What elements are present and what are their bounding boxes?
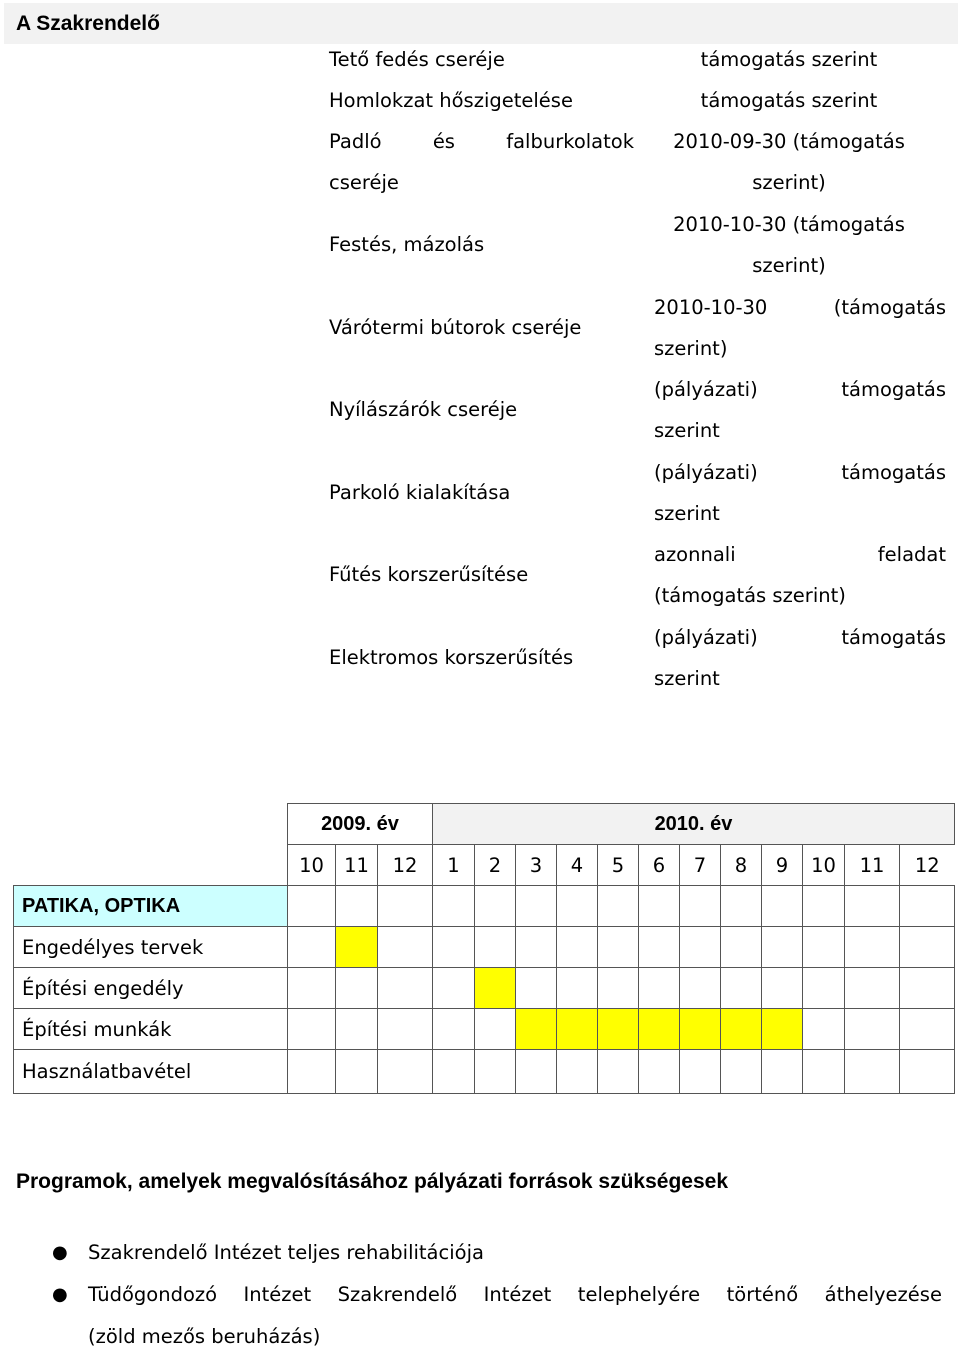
deadline-line: 2010-09-30 (támogatás: [673, 130, 905, 153]
deadline-line: 2010-10-30 (támogatás: [673, 213, 905, 236]
month-row: [14, 845, 955, 886]
gantt-cell: [378, 968, 433, 1009]
task-label: [329, 287, 634, 369]
gantt-cell: [762, 968, 803, 1009]
programs-title: Programok, amelyek megvalósításához pályázati források szükségesek: [16, 1170, 729, 1193]
deadline-line: [654, 369, 946, 410]
program-item: [40, 1232, 942, 1274]
program-word: telephelyére: [577, 1283, 701, 1306]
gantt-cell: [721, 1050, 762, 1094]
gantt-cell-filled: [475, 968, 516, 1009]
deadline-word: támogatás: [841, 626, 946, 649]
program-word: történő: [726, 1283, 799, 1306]
gantt-cell: [336, 968, 378, 1009]
gantt-cell: [803, 927, 845, 968]
gantt-cell: [900, 886, 955, 927]
deadline-word: (támogatás: [833, 296, 946, 319]
gantt-cell: [378, 886, 433, 927]
schedule-row: [329, 617, 949, 699]
gantt-cell: [900, 927, 955, 968]
month-header: 5: [598, 845, 639, 886]
gantt-cell: [680, 968, 721, 1009]
page-title: A Szakrendelő: [16, 12, 160, 35]
task-word: és: [432, 130, 455, 153]
deadline-label: [654, 534, 946, 616]
schedule-row: [329, 121, 949, 203]
task-label: [329, 617, 634, 699]
gantt-cell: [845, 968, 900, 1009]
gantt-cell-filled: [721, 1009, 762, 1050]
gantt-row-label: Engedélyes tervek: [14, 927, 288, 968]
program-word: Tüdőgondozó: [88, 1283, 218, 1306]
deadline-label: [654, 369, 946, 451]
schedule-row: [329, 204, 949, 286]
gantt-cell: [900, 1050, 955, 1094]
deadline-label: [654, 39, 946, 80]
task-word: Padló: [329, 130, 382, 153]
gantt-cell: [288, 968, 336, 1009]
deadline-line: támogatás szerint: [700, 89, 878, 112]
gantt-cell: [557, 886, 598, 927]
month-header: 12: [900, 845, 955, 886]
gantt-cell: [762, 886, 803, 927]
deadline-label: [654, 452, 946, 534]
deadline-line: [654, 534, 946, 575]
program-word: Szakrendelő: [337, 1283, 458, 1306]
deadline-word: azonnali: [654, 543, 736, 566]
gantt-cell: [378, 927, 433, 968]
gantt-row: [14, 1050, 955, 1094]
gantt-heading: PATIKA, OPTIKA: [14, 886, 288, 927]
gantt-cell: [680, 1050, 721, 1094]
gantt-cell: [900, 968, 955, 1009]
bullet-icon: ●: [52, 1284, 68, 1305]
gantt-cell: [762, 927, 803, 968]
month-header: 10: [288, 845, 336, 886]
gantt-cell: [433, 968, 475, 1009]
gantt-cell: [475, 886, 516, 927]
task-label: [329, 80, 634, 121]
gantt-cell: [721, 886, 762, 927]
gantt-row-label: Építési engedély: [14, 968, 288, 1009]
gantt-cell: [433, 886, 475, 927]
schedule-row: [329, 534, 949, 616]
deadline-line: szerint): [752, 254, 826, 277]
month-header: 4: [557, 845, 598, 886]
gantt-cell: [900, 1009, 955, 1050]
month-header: 1: [433, 845, 475, 886]
deadline-word: támogatás: [841, 378, 946, 401]
gantt-cell: [288, 1050, 336, 1094]
schedule-row: [329, 39, 949, 80]
deadline-label: [654, 617, 946, 699]
gantt-row: [14, 1009, 955, 1050]
schedule-row: [329, 80, 949, 121]
gantt-cell: [516, 1050, 557, 1094]
deadline-line: szerint: [654, 502, 720, 525]
program-line: [88, 1274, 942, 1316]
corner-cell: [14, 804, 288, 845]
gantt-cell: [803, 1009, 845, 1050]
gantt-cell-filled: [762, 1009, 803, 1050]
task-word: falburkolatok: [506, 130, 634, 153]
task-line: Elektromos korszerűsítés: [329, 646, 574, 669]
gantt-cell: [378, 1050, 433, 1094]
gantt-cell-filled: [598, 1009, 639, 1050]
gantt-cell: [433, 1050, 475, 1094]
gantt-cell: [721, 927, 762, 968]
gantt-cell: [639, 968, 680, 1009]
task-label: [329, 39, 634, 80]
task-line: Várótermi bútorok cseréje: [329, 316, 582, 339]
task-line: Fűtés korszerűsítése: [329, 563, 529, 586]
gantt-row-label: Használatbavétel: [14, 1050, 288, 1094]
gantt-cell: [845, 1009, 900, 1050]
gantt-row: [14, 968, 955, 1009]
deadline-line: [654, 617, 946, 658]
month-header: 12: [378, 845, 433, 886]
task-line: Nyílászárók cseréje: [329, 398, 518, 421]
bullet-icon: ●: [52, 1242, 68, 1263]
gantt-cell: [475, 927, 516, 968]
gantt-cell: [598, 1050, 639, 1094]
month-header: 3: [516, 845, 557, 886]
month-header: 11: [336, 845, 378, 886]
gantt-cell: [639, 1050, 680, 1094]
gantt-cell: [288, 1009, 336, 1050]
task-label: [329, 369, 634, 451]
month-header: 8: [721, 845, 762, 886]
gantt-cell: [336, 1009, 378, 1050]
deadline-word: (pályázati): [654, 626, 758, 649]
program-item: [40, 1274, 942, 1358]
task-line: Tető fedés cseréje: [329, 48, 505, 71]
gantt-cell: [336, 1050, 378, 1094]
gantt-cell: [433, 927, 475, 968]
gantt-cell: [516, 886, 557, 927]
gantt-cell: [721, 968, 762, 1009]
gantt-cell: [598, 968, 639, 1009]
gantt-cell: [475, 1009, 516, 1050]
program-word: Intézet: [483, 1283, 552, 1306]
gantt-cell-filled: [639, 1009, 680, 1050]
task-line: Parkoló kialakítása: [329, 481, 511, 504]
deadline-label: [654, 121, 946, 203]
schedule-row: [329, 369, 949, 451]
gantt-cell: [516, 968, 557, 1009]
gantt-cell: [475, 1050, 516, 1094]
page-header: [4, 3, 958, 44]
gantt-cell: [803, 968, 845, 1009]
task-line: Festés, mázolás: [329, 233, 485, 256]
deadline-word: támogatás: [841, 461, 946, 484]
gantt-cell: [845, 927, 900, 968]
gantt-cell: [336, 886, 378, 927]
gantt-cell: [378, 1009, 433, 1050]
deadline-line: szerint: [654, 667, 720, 690]
gantt-cell: [639, 886, 680, 927]
deadline-word: (pályázati): [654, 378, 758, 401]
gantt-cell: [598, 886, 639, 927]
task-line: Homlokzat hőszigetelése: [329, 89, 573, 112]
gantt-cell-filled: [557, 1009, 598, 1050]
gantt-row: [14, 927, 955, 968]
year-row: [14, 804, 955, 845]
year-2010-cell: 2010. év: [433, 804, 955, 845]
month-header: 7: [680, 845, 721, 886]
gantt-cell: [762, 1050, 803, 1094]
month-header: 6: [639, 845, 680, 886]
task-line: cseréje: [329, 171, 399, 194]
schedule-row: [329, 452, 949, 534]
month-header: 2: [475, 845, 516, 886]
deadline-line: (támogatás szerint): [654, 584, 846, 607]
program-line: (zöld mezős beruházás): [88, 1325, 321, 1348]
gantt-cell: [803, 1050, 845, 1094]
deadline-line: szerint): [654, 337, 728, 360]
year-2009-cell: 2009. év: [288, 804, 433, 845]
month-header: 9: [762, 845, 803, 886]
deadline-word: feladat: [877, 543, 946, 566]
gantt-cell: [433, 1009, 475, 1050]
gantt-cell-filled: [336, 927, 378, 968]
gantt-cell: [803, 886, 845, 927]
gantt-cell: [516, 927, 557, 968]
task-label: [329, 121, 634, 203]
task-label: [329, 452, 634, 534]
gantt-cell: [557, 1050, 598, 1094]
deadline-line: támogatás szerint: [700, 48, 878, 71]
deadline-line: szerint: [654, 419, 720, 442]
gantt-cell: [598, 927, 639, 968]
gantt-cell: [557, 927, 598, 968]
gantt-cell: [680, 927, 721, 968]
month-header: 10: [803, 845, 845, 886]
gantt-cell: [288, 927, 336, 968]
program-word: Intézet: [243, 1283, 312, 1306]
programs-list: [40, 1232, 942, 1358]
gantt-cell: [845, 1050, 900, 1094]
corner-cell: [14, 845, 288, 886]
gantt-cell-filled: [516, 1009, 557, 1050]
gantt-cell: [845, 886, 900, 927]
gantt-cell: [639, 927, 680, 968]
deadline-label: [654, 204, 946, 286]
deadline-word: (pályázati): [654, 461, 758, 484]
gantt-cell: [557, 968, 598, 1009]
deadline-word: 2010-10-30: [654, 296, 768, 319]
deadline-label: [654, 80, 946, 121]
gantt-table: [13, 803, 955, 1094]
gantt-heading-row: [14, 886, 955, 927]
task-label: [329, 534, 634, 616]
deadline-line: [654, 287, 946, 328]
deadline-label: [654, 287, 946, 369]
schedule-row: [329, 287, 949, 369]
gantt-cell: [288, 886, 336, 927]
gantt-row-label: Építési munkák: [14, 1009, 288, 1050]
program-line: Szakrendelő Intézet teljes rehabilitációja: [88, 1241, 484, 1264]
task-label: [329, 204, 634, 286]
deadline-line: [654, 452, 946, 493]
gantt-cell-filled: [680, 1009, 721, 1050]
program-word: áthelyezése: [824, 1283, 942, 1306]
deadline-line: szerint): [752, 171, 826, 194]
task-line: [329, 121, 634, 162]
month-header: 11: [845, 845, 900, 886]
gantt-cell: [680, 886, 721, 927]
